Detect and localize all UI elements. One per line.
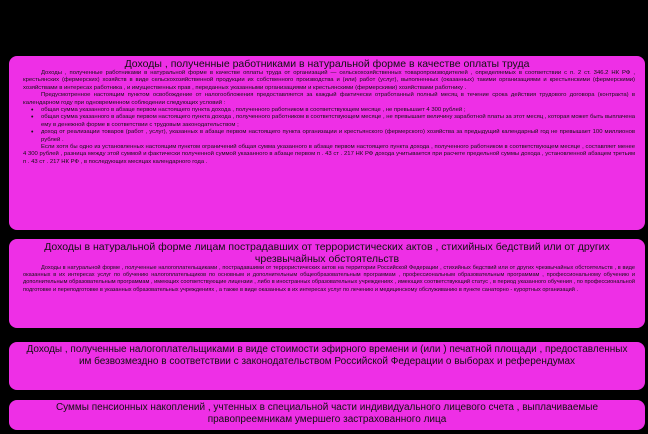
pension-savings-panel xyxy=(9,400,645,430)
exemption-conditions-paragraph: Предусмотренное настоящим пунктом освобождение от налогообложения предоставляется за каждый фактически отработанный полный месяц в течение срока действия трудового договора (контракта) в календарном году при одновременном соблюдении следующих условий : xyxy=(23,92,635,106)
disaster-victims-title: Доходы в натуральной форме лицам пострадавших от террористических актов , стихийных бедствий или от других чрезвычайных обстоятельств xyxy=(44,241,610,265)
disaster-victims-body xyxy=(9,265,645,294)
natural-income-wages-body xyxy=(9,70,645,166)
condition-item: • общая сумма указанного в абзаце первом настоящего пункта дохода , полученного работником в соответствующем месяце , не превышает величину заработной платы за этот месяц , которая может быть выплачена ему в денежной форме в соответствии с трудовым законодательством ; xyxy=(35,114,635,129)
natural-income-wages-title: Доходы , полученные работниками в натуральной форме в качестве оплаты труда xyxy=(124,58,530,70)
disaster-victims-panel xyxy=(9,239,645,328)
conditions-list xyxy=(23,107,635,144)
disaster-victims-paragraph: Доходы в натуральной форме , полученные налогоплательщиками , пострадавшими от террористических актов на территории Российской Федерации , стихийных бедствий или от других чрезвычайных обстоятельств , в виде оказанных в их интересах услуг по обучению налогоплательщиков по основным и дополнительным общеобразовательным программам , профессиональным образовательным программам , профессиональному обучению и дополнительным образовательным программам , имеющих соответствующие лицензии , либо в иностранных образовательных учреждениях , имеющих соответствующий статус , в период указанного обучения , по профессиональной подготовке и переподготовке в указанных образовательных учреждениях , а также в виде оказанных в их интересах услуг по лечению и медицинскому обслуживанию в пункте санаторно - курортных организаций . xyxy=(23,265,635,293)
condition-item: • общая сумма указанного в абзаце первом настоящего пункта дохода , полученного работником в соответствующем месяце , не превышает 4 300 рублей ; xyxy=(35,107,635,114)
airtime-print-space-panel xyxy=(9,342,645,390)
pension-savings-title: Суммы пенсионных накоплений , учтенных в специальной части индивидуального лицевого счета , выплачиваемые правопреемникам умершего застрахованного лица xyxy=(55,402,599,425)
limit-carryover-paragraph: Если хотя бы одно из установленных настоящим пунктом ограничений общая сумма указанного в абзаце первом настоящего пункта дохода , полученного работником в соответствующем месяце , составляет менее 4 300 рублей , разница между этой суммой и фактически полученной суммой указанного в абзаце первом п . 43 ст . 217 НК РФ дохода учитывается при расчете предельной суммы дохода , установленной абзацем третьим п . 43 ст . 217 НК РФ , в последующих месяцах календарного года . xyxy=(23,144,635,165)
airtime-print-space-title: Доходы , полученные налогоплательщиками в виде стоимости эфирного времени и (или ) печатной площади , предоставленных им безвозмездно в соответствии с законодательством Российской Федерации о выборах и референдумах xyxy=(26,344,628,367)
natural-income-wages-paragraph: Доходы , полученные работниками в натуральной форме в качестве оплаты труда от организаций — сельскохозяйственных товаропроизводителей , определяемых в соответствии с п. 2 ст. 346.2 НК РФ , крестьянских (фермерских) хозяйств в виде сельскохозяйственной продукции их собственного производства и (или) работ (услуг), выполненных (оказанных) такими организациями и крестьянскими (фермерскими) хозяйствами в интересах работника , и имущественных прав , переданных указанными организациями и крестьянскими (фермерскими) хозяйствами работнику . xyxy=(23,70,635,91)
condition-item: • доход от реализации товаров (работ , услуг), указанных в абзаце первом настоящего пункта организации и крестьянского (фермерского) хозяйства за предыдущий календарный год не превышает 100 миллионов рублей . xyxy=(35,129,635,144)
natural-income-wages-panel xyxy=(9,56,645,230)
